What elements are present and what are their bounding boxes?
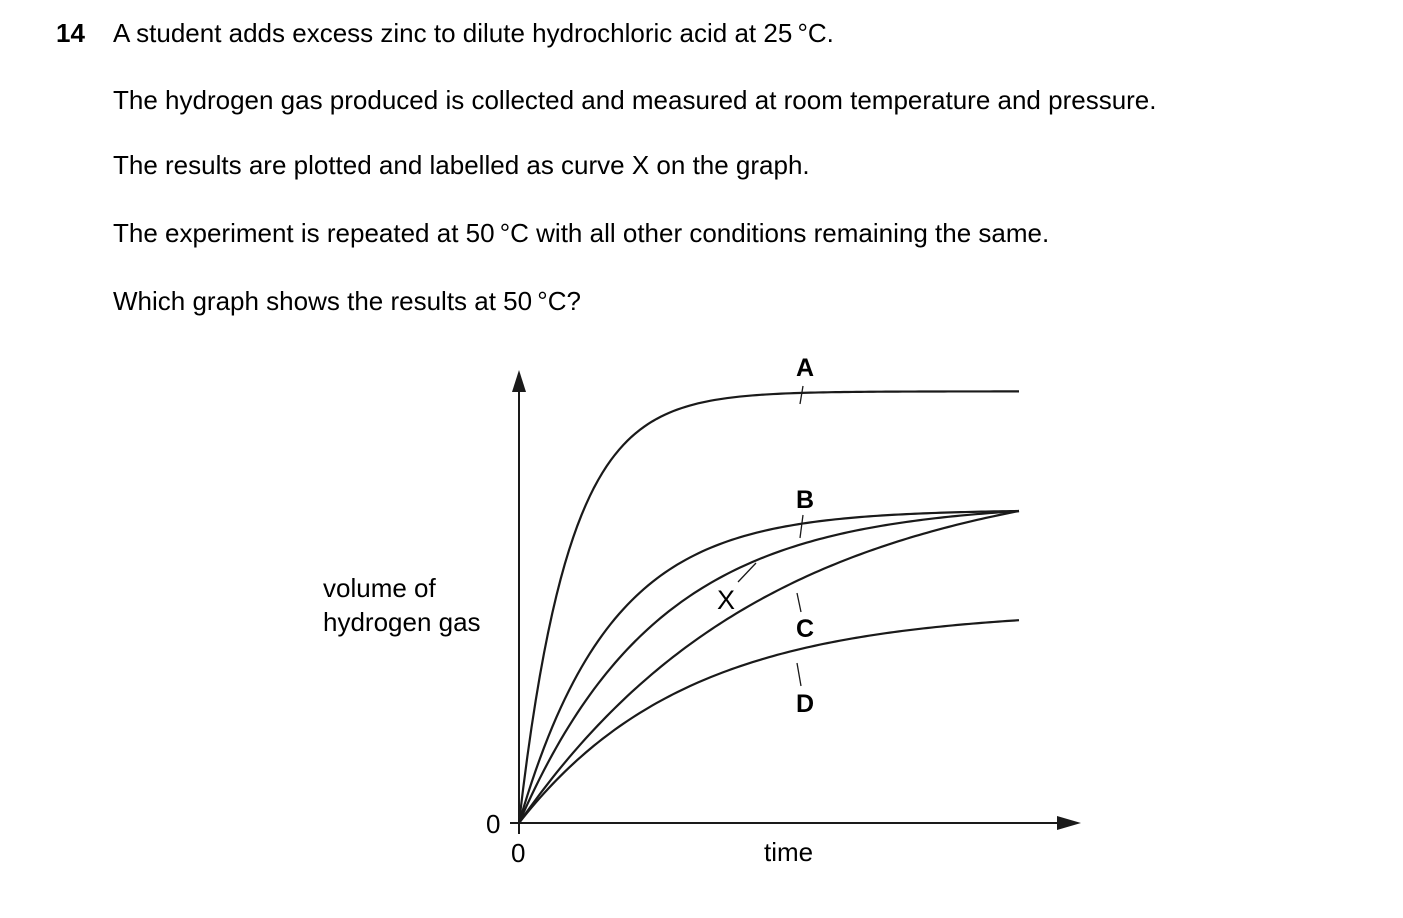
curve-a [519, 391, 1019, 823]
curve-label-a: A [796, 354, 815, 382]
curve-c [519, 511, 1019, 823]
curve-b [519, 511, 1019, 823]
curve-x [519, 511, 1019, 823]
leader-d [797, 663, 801, 686]
y-axis-label-line-1: volume of [323, 573, 436, 603]
leader-c [797, 593, 801, 612]
leader-b [800, 515, 803, 538]
x-origin-label: 0 [511, 838, 526, 868]
x-axis-arrowhead [1057, 816, 1081, 830]
leader-a [800, 386, 803, 404]
curve-label-d: D [796, 690, 815, 718]
question-line-4: The experiment is repeated at 50 °C with all other conditions remaining the same. [113, 218, 1050, 248]
x-axis-label: time [764, 837, 814, 867]
question-line-3: The results are plotted and labelled as curve X on the graph. [113, 150, 810, 180]
question-line-1: A student adds excess zinc to dilute hydrochloric acid at 25 °C. [113, 18, 834, 48]
curve-label-c: C [796, 615, 815, 643]
question-line-2: The hydrogen gas produced is collected and measured at room temperature and pressure. [113, 85, 1157, 115]
curve-label-x: X [717, 585, 736, 615]
question-number: 14 [56, 18, 85, 48]
y-axis-label-line-2: hydrogen gas [323, 607, 481, 637]
curve-label-b: B [796, 486, 815, 514]
curve-d [519, 620, 1019, 823]
y-origin-label: 0 [486, 809, 501, 839]
y-axis-arrowhead [512, 370, 526, 392]
question-line-5: Which graph shows the results at 50 °C? [113, 286, 581, 316]
leader-x [738, 563, 756, 582]
